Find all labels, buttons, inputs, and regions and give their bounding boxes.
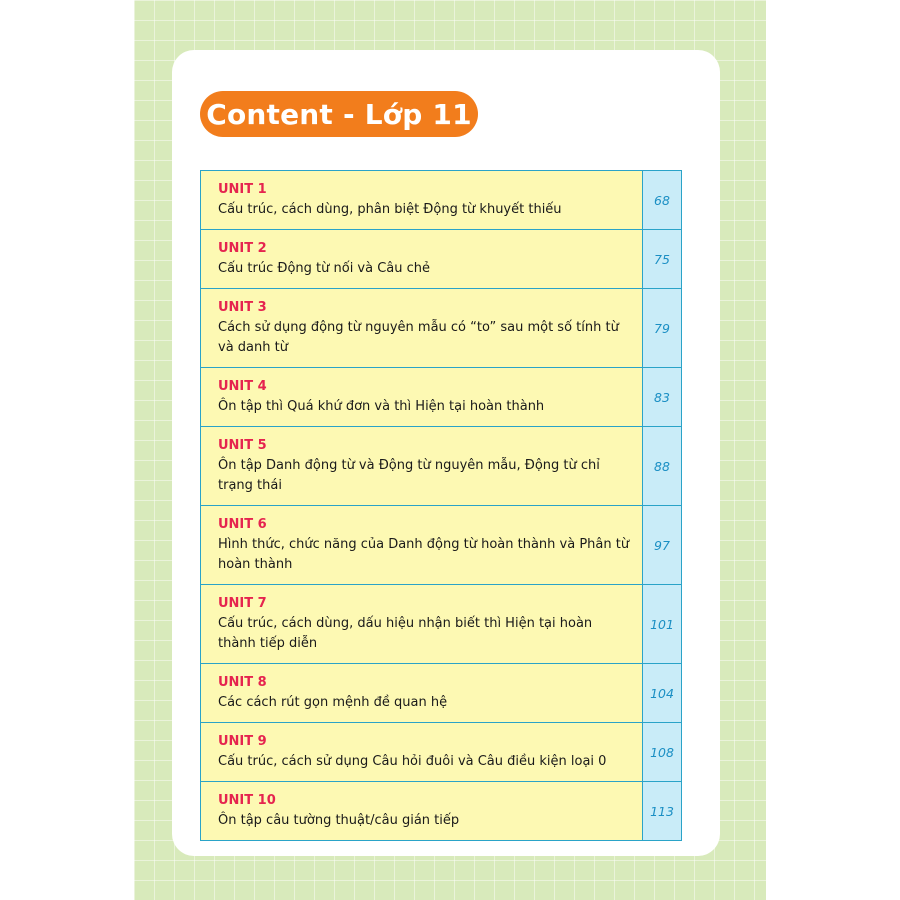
toc-row [201, 427, 681, 506]
toc-row [201, 664, 681, 723]
unit-description: Cấu trúc, cách dùng, dấu hiệu nhận biết thì Hiện tại hoàn thành tiếp diễn [218, 616, 593, 651]
unit-label: UNIT 8 [218, 675, 267, 690]
toc-row [201, 230, 681, 289]
toc-row [201, 723, 681, 782]
toc-row [201, 368, 681, 427]
unit-label: UNIT 3 [218, 300, 267, 315]
toc-entry [201, 723, 643, 781]
page-number: 68 [643, 171, 681, 229]
toc-entry [201, 782, 643, 840]
page-number: 97 [643, 506, 681, 584]
page-number: 108 [643, 723, 681, 781]
toc-entry [201, 585, 643, 663]
toc-entry [201, 664, 643, 722]
toc-entry [201, 289, 643, 367]
unit-description: Ôn tập câu tường thuật/câu gián tiếp [218, 813, 460, 828]
unit-description: Cấu trúc, cách dùng, phân biệt Động từ khuyết thiếu [218, 202, 562, 217]
page-number: 79 [643, 289, 681, 367]
table-of-contents [200, 170, 682, 841]
toc-entry [201, 506, 643, 584]
page-title: Content - Lớp 11 [200, 91, 478, 137]
page-number: 88 [643, 427, 681, 505]
page-number: 101 [643, 585, 681, 663]
unit-description: Cách sử dụng động từ nguyên mẫu có “to” sau một số tính từ và danh từ [218, 320, 619, 355]
page-number: 104 [643, 664, 681, 722]
toc-entry [201, 368, 643, 426]
toc-entry [201, 171, 643, 229]
unit-description: Ôn tập Danh động từ và Động từ nguyên mẫu, Động từ chỉ trạng thái [218, 458, 600, 493]
unit-description: Hình thức, chức năng của Danh động từ hoàn thành và Phân từ hoàn thành [218, 537, 630, 572]
page-number: 83 [643, 368, 681, 426]
unit-description: Ôn tập thì Quá khứ đơn và thì Hiện tại hoàn thành [218, 399, 545, 414]
toc-entry [201, 230, 643, 288]
toc-row [201, 506, 681, 585]
toc-row [201, 171, 681, 230]
unit-description: Cấu trúc Động từ nối và Câu chẻ [218, 261, 431, 276]
unit-label: UNIT 1 [218, 182, 267, 197]
unit-label: UNIT 2 [218, 241, 267, 256]
unit-label: UNIT 4 [218, 379, 267, 394]
toc-row [201, 585, 681, 664]
page-number: 75 [643, 230, 681, 288]
unit-label: UNIT 9 [218, 734, 267, 749]
page-number: 113 [643, 782, 681, 840]
toc-row [201, 289, 681, 368]
unit-label: UNIT 5 [218, 438, 267, 453]
unit-description: Các cách rút gọn mệnh đề quan hệ [218, 695, 448, 710]
toc-entry [201, 427, 643, 505]
unit-description: Cấu trúc, cách sử dụng Câu hỏi đuôi và Câu điều kiện loại 0 [218, 754, 607, 769]
unit-label: UNIT 7 [218, 596, 267, 611]
unit-label: UNIT 6 [218, 517, 267, 532]
toc-row [201, 782, 681, 840]
unit-label: UNIT 10 [218, 793, 276, 808]
